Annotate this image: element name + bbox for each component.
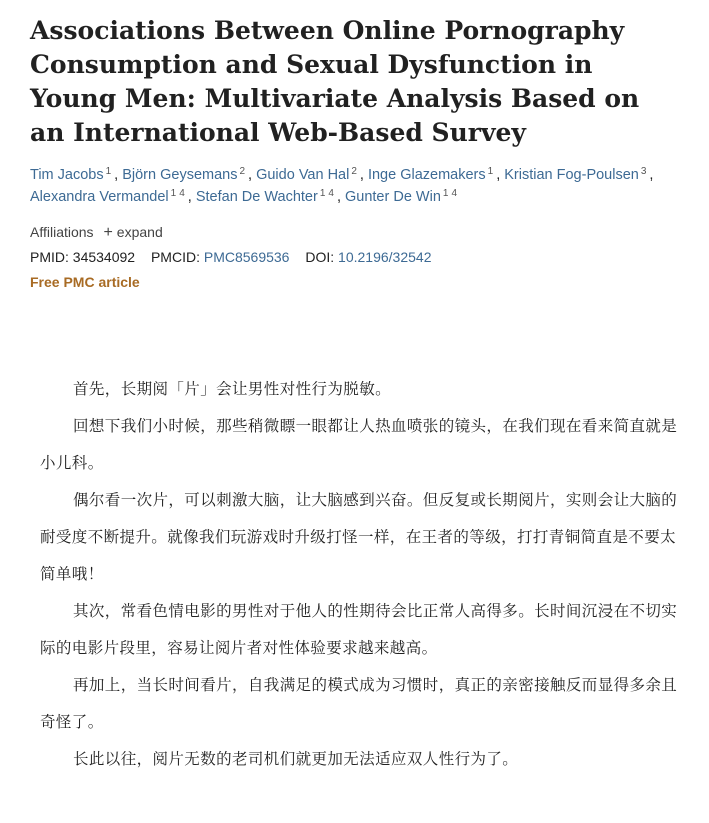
affiliations-row: [30, 220, 680, 245]
author-separator: ,: [649, 167, 654, 183]
affiliation-number[interactable]: 1: [442, 188, 449, 199]
identifiers-row: [30, 245, 680, 270]
doi-link[interactable]: 10.2196/32542: [338, 249, 432, 265]
author-separator: ,: [114, 167, 123, 183]
author-separator: ,: [336, 189, 345, 205]
pmid-label: PMID:: [30, 249, 69, 265]
author-link[interactable]: [196, 189, 337, 205]
author-name: Tim Jacobs: [30, 167, 104, 183]
doi-label: DOI:: [305, 249, 335, 265]
pmcid-link[interactable]: PMC8569536: [203, 249, 290, 265]
author-name: Alexandra Vermandel: [30, 189, 169, 205]
affiliation-number[interactable]: 1: [487, 166, 494, 177]
author-affiliation-numbers[interactable]: [351, 166, 360, 177]
affiliations-label: Affiliations: [30, 224, 94, 240]
author-separator: ,: [248, 167, 257, 183]
author-link[interactable]: [30, 189, 188, 205]
paper-meta: [30, 220, 680, 295]
author-affiliation-numbers[interactable]: [171, 188, 188, 199]
paper-header: [30, 14, 680, 295]
affiliation-number[interactable]: 4: [451, 188, 458, 199]
article-paragraph: 偶尔看一次片，可以刺激大脑，让大脑感到兴奋。但反复或长期阅片，实则会让大脑的耐受度不断提升。就像我们玩游戏时升级打怪一样，在王者的等级，打打青铜简直是不要太简单哦！: [40, 491, 678, 583]
article-body: [40, 371, 680, 778]
affiliation-number[interactable]: 1: [170, 188, 177, 199]
affiliation-number[interactable]: 1: [105, 166, 112, 177]
author-link[interactable]: [345, 189, 460, 205]
author-name: Gunter De Win: [345, 189, 441, 205]
author-link[interactable]: [122, 167, 248, 183]
author-name: Stefan De Wachter: [195, 189, 318, 205]
author-name: Björn Geysemans: [122, 167, 238, 183]
author-separator: ,: [496, 167, 505, 183]
article-paragraph: 首先，长期阅「片」会让男性对性行为脱敏。: [73, 380, 392, 398]
author-name: Kristian Fog-Poulsen: [504, 167, 639, 183]
author-affiliation-numbers[interactable]: [488, 166, 497, 177]
author-link[interactable]: [30, 167, 114, 183]
article-paragraph: 长此以往，阅片无数的老司机们就更加无法适应双人性行为了。: [73, 750, 519, 768]
affiliation-number[interactable]: 2: [239, 166, 246, 177]
pmcid-label: PMCID:: [150, 249, 200, 265]
affiliation-number[interactable]: 1: [319, 188, 326, 199]
expand-affiliations-button[interactable]: [103, 224, 162, 240]
article-paragraph: 再加上，当长时间看片，自我满足的模式成为习惯时，真正的亲密接触反而显得多余且奇怪了。: [40, 676, 678, 731]
author-affiliation-numbers[interactable]: [320, 188, 337, 199]
author-name: Guido Van Hal: [256, 167, 350, 183]
affiliation-number[interactable]: 3: [640, 166, 647, 177]
affiliation-number[interactable]: 2: [351, 166, 357, 177]
author-affiliation-numbers[interactable]: [239, 166, 248, 177]
affiliation-number[interactable]: 4: [328, 188, 334, 199]
author-separator: ,: [187, 189, 196, 205]
author-affiliation-numbers[interactable]: [443, 188, 460, 199]
expand-label: expand: [116, 224, 163, 240]
author-separator: ,: [359, 167, 368, 183]
author-link[interactable]: [368, 167, 496, 183]
plus-icon: +: [103, 224, 113, 241]
author-affiliation-numbers[interactable]: [106, 166, 115, 177]
article-paragraph: 其次，常看色情电影的男性对于他人的性期待会比正常人高得多。长时间沉浸在不切实际的电影片段里，容易让阅片者对性体验要求越来越高。: [40, 602, 678, 657]
affiliation-number[interactable]: 4: [179, 188, 185, 199]
author-list: [30, 164, 680, 208]
article-paragraph: 回想下我们小时候，那些稍微瞟一眼都让人热血喷张的镜头，在我们现在看来简直就是小儿科。: [40, 417, 678, 472]
author-link[interactable]: [256, 167, 360, 183]
author-link[interactable]: [504, 167, 649, 183]
free-pmc-article-badge: Free PMC article: [30, 274, 140, 290]
paper-title: Associations Between Online Pornography Consumption and Sexual Dysfunction in Young Men: Multivariate Analysis Based on an International Web-Based Survey: [30, 16, 640, 147]
pmid-value: 34534092: [72, 249, 136, 265]
author-name: Inge Glazemakers: [367, 167, 486, 183]
